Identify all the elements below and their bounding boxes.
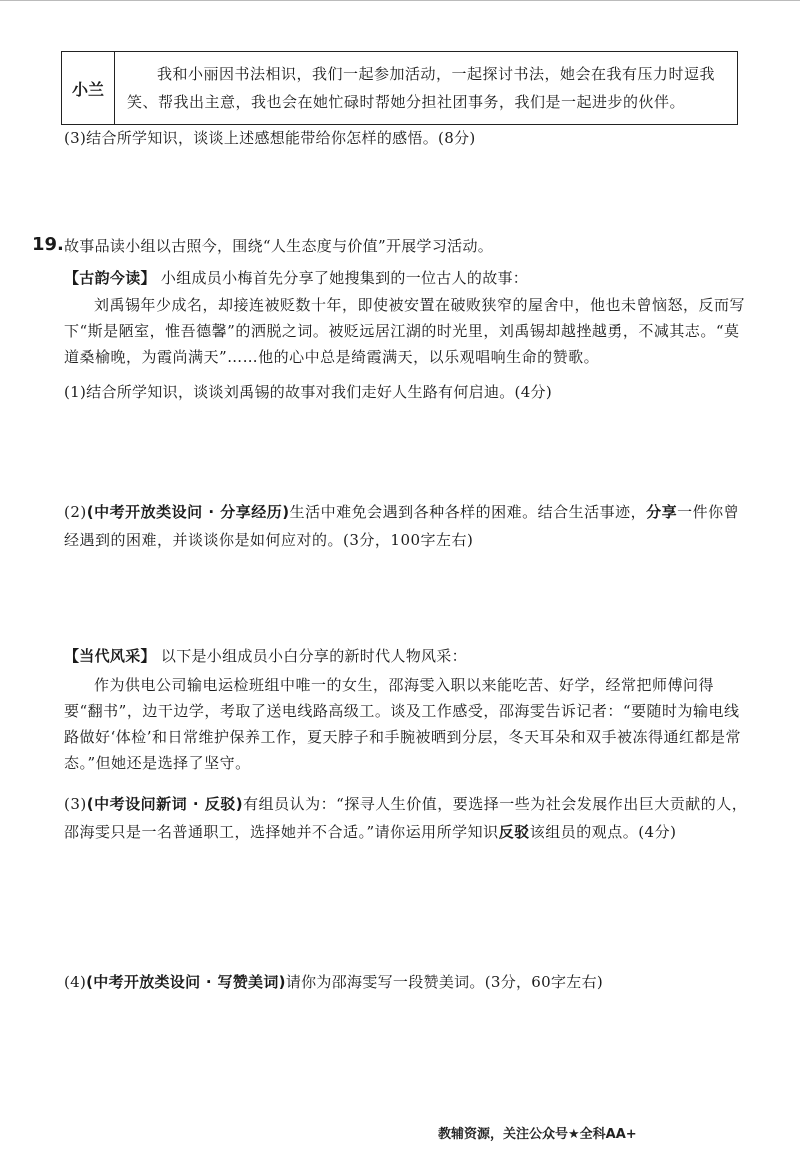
question-19-4: [64, 968, 603, 996]
section-dang-dai-intro: 以下是小组成员小白分享的新时代人物风采：: [160, 647, 467, 665]
section-gu-yun-header: [64, 264, 528, 292]
question-19-2-tag: (中考开放类设问 · 分享经历): [86, 503, 290, 521]
question-19-number: 19.: [32, 234, 64, 255]
question-19-4-number: (4): [64, 973, 87, 991]
question-19-2-keyword: 分享: [646, 503, 678, 521]
question-19-3-keyword: 反驳: [498, 823, 530, 841]
top-rule: [0, 0, 800, 7]
question-19-2: [64, 498, 750, 554]
question-19-3: [64, 790, 750, 846]
section-gu-yun-intro: 小组成员小梅首先分享了她搜集到的一位古人的故事：: [160, 269, 529, 287]
section-gu-yun-tag: 【古韵今读】: [64, 269, 156, 287]
liu-yuxi-story: 刘禹锡年少成名，却接连被贬数十年，即使被安置在破败狭窄的屋舍中，他也未曾恼怒，反而写下“斯是陋室，惟吾德馨”的洒脱之词。被贬远居江湖的时光里，刘禹锡却越挫越勇，不减其志。“莫道桑榆晚，为霞尚满天”……他的心中总是绮霞满天，以乐观唱响生命的赞歌。: [64, 296, 746, 366]
question-19-4-text: 请你为邵海雯写一段赞美词。(3分，60字左右): [285, 973, 604, 991]
shao-haiwen-story: 作为供电公司输电运检班组中唯一的女生，邵海雯入职以来能吃苦、好学，经常把师傅问得要“翻书”，边干边学，考取了送电线路高级工。谈及工作感受，邵海雯告诉记者：“要随时为输电线路做好‘体检’和日常维护保养工作，夏天脖子和手腕被晒到分层，冬天耳朵和双手被冻得通红都是常态。”但她还是选择了坚守。: [64, 676, 742, 772]
question-19-2-text-a: 生活中难免会遇到各种各样的困难。结合生活事迹，: [289, 503, 647, 521]
question-19-3-text-a: 有组员认为：“探寻人生价值，要选择一些为社会发展作出巨大贡献的人，邵海雯只是一名普通职工，选择她并不合适。”请你运用所学知识: [64, 795, 748, 841]
section-dang-dai-tag: 【当代风采】: [64, 647, 156, 665]
question-19-1: (1)结合所学知识，谈谈刘禹锡的故事对我们走好人生路有何启迪。(4分): [64, 383, 552, 401]
question-19-3-tag: (中考设问新词 · 反驳): [86, 795, 244, 813]
question-19-3-number: (3): [64, 795, 87, 813]
question-19-4-tag: (中考开放类设问 · 写赞美词): [86, 973, 286, 991]
speaker-name: 小兰: [62, 52, 115, 125]
question-19-2-number: (2): [64, 503, 87, 521]
quote-table: [61, 51, 738, 125]
question-19-2-text-b: 一件你曾经遇到的困难，并谈谈你是如何应对的。(3分，100字左右): [64, 503, 740, 549]
question-19-3-text-b: 该组员的观点。(4分): [529, 823, 677, 841]
section-dang-dai-header: [64, 642, 467, 670]
question-19-stem: 故事品读小组以古照今，围绕“人生态度与价值”开展学习活动。: [64, 237, 494, 255]
footer-watermark: 教辅资源，关注公众号★全科AA+: [438, 1127, 637, 1142]
speaker-text: 我和小丽因书法相识，我们一起参加活动，一起探讨书法，她会在我有压力时逗我笑、帮我出主意，我也会在她忙碌时帮她分担社团事务，我们是一起进步的伙伴。: [115, 52, 738, 125]
question-18-3: (3)结合所学知识，谈谈上述感想能带给你怎样的感悟。(8分): [64, 129, 476, 147]
